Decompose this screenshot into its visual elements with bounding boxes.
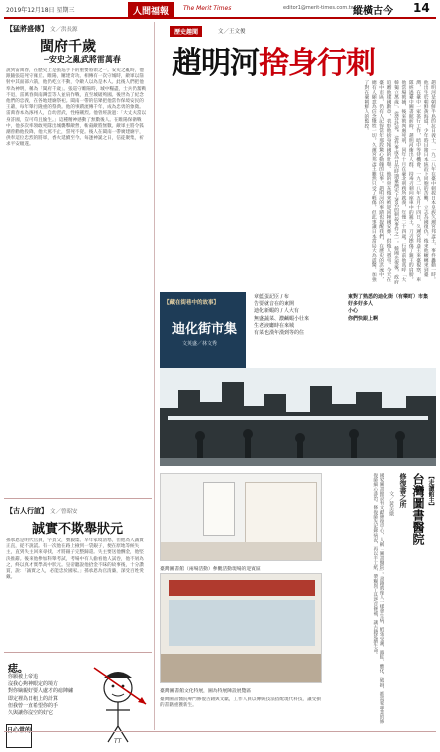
bottom-rule (4, 731, 436, 732)
book-authors: 文英盛／林文秀 (182, 341, 218, 347)
exhibit-poster (203, 482, 235, 536)
article-body: 說到雷萬春，在歷史上是張巡手下的重要將領之一。安史之亂時，他跟隨張巡死守雍丘、睢陽，屢建奇功。相傳有一次守城時，敵軍以箭射中其面部六箭，他仍屹立不動，令敵人以為是木人。此後人們把他奉為神明，稱為「閩府千歲」。張巡守睢陽時，城中糧盡，士兵仍奮戰不退，雷萬春與南霽雲等人並肩作戰，直至城破殉國。後世為了紀念他們的忠義，在各地建廟祭祀。閩南一帶的信眾把他當作保境安民的王爺，每年舉行隆重的祭典。他的事蹟流傳千年，成為忠勇的象徵。雷萬春本為涿州人，自幼習武，性格剛烈。他曾經說過：「大丈夫當以身許國，豈可苟且偷生。」這種精神感動了無數後人。在睢陽保衛戰中，他多次率領敢死隊出城襲擊敵營，斬殺敵將無數。敵軍主將令狐潮曾勸他投降，他大罵不止，誓死不從。後人在閩南一帶廣建廟宇，供奉這位忠烈的將軍，香火延續至今。每逢神誕之日，信徒聚集，祈求平安順遂。 (6, 68, 147, 148)
column-separator (154, 22, 155, 730)
left-column (4, 22, 152, 745)
cartoon-signature: TT (114, 738, 122, 745)
article-title: 閩府千歲 (40, 39, 96, 55)
divider (4, 652, 152, 653)
display-case (169, 600, 315, 646)
article-tag: 【古人行誼】 (6, 507, 48, 515)
main-byline: 文／王文俊 (218, 29, 246, 35)
article-body: 孫承恩是明代官員，字貞父，號毅齋。早年家境清寒，但他為人誠實正直，從不說謊。有一次他在路上撿到一袋銀子，便在原地等候失主，直到失主回來尋找，才將銀子完整歸還。失主要送他酬金，他堅決推辭。後來他參加科舉考試，考場中有人偷看他人試卷，他不屑為之，終以真才實學高中狀元。皇帝聽說他拾金不昧的故事後，十分讚賞，說：「誠實之人，必能忠於國家。」孫承恩為官清廉，深受百姓愛戴。 (6, 538, 144, 581)
photo-caption: 臺灣圖書館（兩場活動）參觀活動現場的迎賓區 (160, 567, 261, 572)
article-tag: 【猛將盛傳】 (6, 25, 48, 33)
cartoon-illustration (88, 664, 148, 748)
headline-red: 捨身行刺 (259, 46, 375, 81)
article-title: 誠實不欺舉狀元 (32, 522, 124, 537)
main-body: 趙明河是朝鮮半島的抗日義士，一九二八年在臺中刺殺日本皇族久邇宮邦彥王，事件轟動一時。他出生於朝鮮黃海道，少年時目睹日本統治下同胞的苦難，立志為國復仇。後來他輾轉來到臺灣，在臺中一家茶行工作，暗中等待機會。一九二八年五月十四日，久邇宮邦彥王來臺視察，車隊經過臺中圖書館前時，趙明河衝出人群，持毒刃刺向座車中的親王，刀刃擦傷了親王的肩膀。他當場被捕，後來被判處死刑，同年十月在臺北刑務所就義，年僅二十四歲。行刑前他高呼「大韓獨立萬歲」，從容赴死。這件事成為日治時期臺灣史上著名的刺殺事件之一。韓國光復後，政府追贈他建國勳章，表彰他捨身報國的壯舉。他的骨灰後來被迎回韓國安葬，供後人憑弔。今天在臺中市區，仍有人記得當年那段驚心動魄的往事。趙明河的事蹟也提醒我們，在歷史的洪流中，總有人願意為信念犧牲一切。久邇宮邦彥王雖然只受了輕傷，但此事讓日本當局大為震驚，加強了對在臺朝鮮人的監控。 (363, 80, 435, 284)
main-story (158, 22, 438, 287)
cartoon-box (4, 658, 152, 752)
side-byline: 文／黃美娥 (388, 491, 394, 516)
exhibit-floor (161, 654, 321, 682)
headline (172, 38, 375, 82)
masthead (0, 0, 440, 20)
side-subtitle: 修復書之所 (399, 473, 407, 508)
exhibit-photo-bottom (160, 573, 322, 683)
book-cover (160, 292, 246, 368)
article-byline: 文／洪長源 (50, 27, 78, 33)
masthead-rule (4, 17, 436, 19)
brand-en: The Merit Times (183, 5, 232, 12)
feature-text-1: 章藍蛋記臣 / 布 告要就音在的東開 迪化新蝦的 / 人大有 無盛蔬菜、濃鹹蝦小壮來 生老液廳時在來城 有菜也漢年漢到等的住 (254, 294, 310, 337)
feature-tag: 【藏在街巷中的故事】 (164, 300, 220, 306)
headline-black: 趙明河 (172, 46, 259, 81)
exhibit-wall (245, 482, 317, 544)
exhibit-banner (169, 580, 315, 596)
cartoon-corner-label (6, 724, 32, 748)
feature-text-2: 東對了熟悉的迪化街（有樂町）市集 好多好多人 小心 你們快跟上啊 (348, 294, 429, 322)
brand-logo: 人間福報 (128, 2, 174, 19)
exhibit-photo-top (160, 473, 322, 561)
page-number: 14 (413, 1, 430, 15)
side-body: 國家圖書館設有文獻修復中心，人稱「圖書醫院」。書籍就像人一樣會生病，紙張受潮、蟲蛀、酸化、破損，都需要專業的修復師細心診治。修復師先記錄病況，再以手工紙、漿糊與工具逐頁修補，讓古籍延續生命。 (372, 473, 384, 724)
article-byline: 文／曾昭安 (50, 509, 78, 515)
left-top-article (4, 22, 152, 500)
column-tag: 歷史趣聞 (170, 26, 202, 37)
exhibit-caption: 臺灣圖書館文化特展，圖為特展陳設展覽區 (160, 689, 252, 694)
section-title: 縱橫古今 (353, 6, 393, 17)
side-title: 台灣圖書醫院 (411, 473, 425, 545)
exhibit-floor (161, 542, 321, 560)
divider (4, 498, 152, 499)
left-mid-article (4, 506, 152, 654)
cartoon-text: 你願被上帝追 沒我心夠神眼定的境方 對你嫡親好要人處才的痣陣繡 即定裡為日租上的計算 但我曾一直希望你的手 久與讓你沒空的好它 (8, 674, 74, 717)
editor-email: editor1@merit-times.com.tw (283, 5, 355, 11)
side-tag: 【走讀館主】 (427, 473, 434, 509)
cartoon-title: 痣。 (8, 664, 28, 675)
book-title: 迪化街市集 (172, 322, 238, 337)
article-subtitle: ─安史之亂武將雷萬春 (44, 55, 121, 64)
photo-block (158, 471, 324, 730)
street-scene-illustration (160, 368, 436, 466)
issue-date: 2019年12月18日 星期三 (6, 7, 75, 14)
side-story (328, 471, 438, 730)
feature-block (158, 290, 438, 468)
side-body-lower: 臺灣圖書醫院專門修復古籍與文獻，工作人員以傳統技法搭配現代科技，讓受損的書籍重獲新生。 (160, 697, 321, 709)
